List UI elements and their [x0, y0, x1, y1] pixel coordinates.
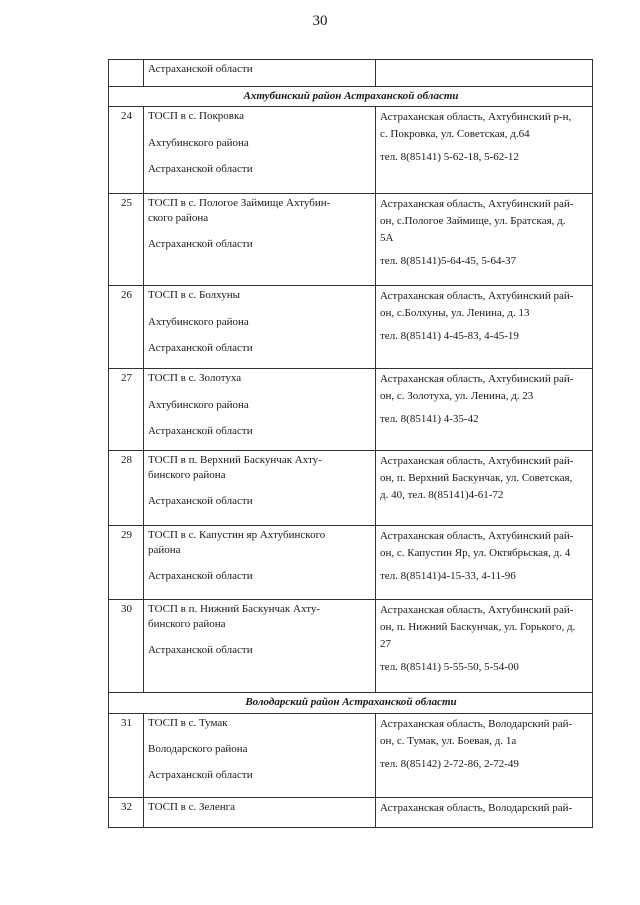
office-name-cell — [144, 369, 376, 451]
address-line: Астраханская область, Володарский рай- — [380, 801, 573, 814]
row-number: 24 — [109, 107, 144, 194]
address-line: Астраханская область, Ахтубинский рай- — [380, 455, 574, 468]
phone-line: тел. 8(85141) 5-55-50, 5-54-00 — [380, 661, 519, 674]
office-name-cell — [144, 526, 376, 600]
office-address-cell — [376, 369, 593, 451]
phone-line: тел. 8(85141)5-64-45, 5-64-37 — [380, 255, 517, 268]
office-name-cell — [144, 107, 376, 194]
office-name-cell — [144, 600, 376, 693]
section-header-row — [109, 693, 593, 713]
section-header-row — [109, 87, 593, 107]
address-line: Астраханская область, Ахтубинский рай- — [380, 373, 574, 386]
office-name-line: ТОСП в п. Верхний Баскунчак Ахту- — [148, 454, 322, 467]
office-name-line: бинского района — [148, 468, 226, 481]
section-title-volodarsky: Володарский район Астраханской области — [109, 693, 593, 713]
office-name-line: Астраханской области — [148, 63, 253, 75]
table-row — [109, 194, 593, 286]
office-address-cell — [376, 286, 593, 369]
office-name-cell — [144, 286, 376, 369]
table-row — [109, 369, 593, 451]
row-number: 27 — [109, 369, 144, 451]
phone-line: тел. 8(85141)4-15-33, 4-11-96 — [380, 570, 516, 583]
row-number: 28 — [109, 451, 144, 526]
office-name-line: ТОСП в с. Покровка — [148, 110, 245, 123]
address-line: Астраханская область, Ахтубинский рай- — [380, 530, 574, 543]
table-row-continuation — [109, 60, 593, 87]
office-address-cell — [376, 713, 593, 797]
office-name-cell — [144, 713, 376, 797]
office-name-line: Астраханской области — [148, 341, 253, 354]
phone-line: тел. 8(85141) 4-45-83, 4-45-19 — [380, 330, 519, 343]
address-line: Астраханская область, Ахтубинский р-н, — [380, 111, 572, 124]
address-line: Астраханская область, Володарский рай- — [380, 717, 573, 730]
office-name-line: ТОСП в с. Болхуны — [148, 289, 241, 302]
address-line: Астраханская область, Ахтубинский рай- — [380, 604, 574, 617]
row-number: 26 — [109, 286, 144, 369]
address-line: он, с. Капустин Яр, ул. Октябрьская, д. 4 — [380, 547, 571, 560]
table-row — [109, 797, 593, 827]
office-address-cell — [376, 194, 593, 286]
address-line: Астраханская область, Ахтубинский рай- — [380, 290, 574, 303]
office-name-line: района — [148, 543, 181, 556]
office-name-line: ТОСП в с. Пологое Займище Ахтубин- — [148, 197, 331, 210]
phone-line: тел. 8(85141) 4-35-42 — [380, 413, 479, 426]
address-line: он, с.Пологое Займище, ул. Братская, д. — [380, 215, 566, 228]
office-name-line: ТОСП в п. Нижний Баскунчак Ахту- — [148, 603, 321, 616]
office-name-line: Астраханской области — [148, 424, 253, 437]
office-name-line: ского района — [148, 211, 209, 224]
table-row — [109, 713, 593, 797]
table-row — [109, 286, 593, 369]
office-address-cell — [376, 451, 593, 526]
office-address-cell — [376, 600, 593, 693]
office-name-line: ТОСП в с. Золотуха — [148, 372, 242, 385]
office-name-line: Ахтубинского района — [148, 315, 249, 328]
address-line: 27 — [380, 638, 391, 651]
row-number: 32 — [109, 797, 144, 827]
address-line: 5А — [380, 232, 394, 245]
table-row — [109, 526, 593, 600]
address-line: он, с. Золотуха, ул. Ленина, д. 23 — [380, 390, 534, 403]
office-name-line: ТОСП в с. Капустин яр Ахтубинского — [148, 529, 326, 542]
office-registry-table — [108, 59, 593, 828]
address-line: он, с. Тумак, ул. Боевая, д. 1а — [380, 734, 517, 747]
office-name-line: Астраханской области — [148, 569, 253, 582]
office-name-line: Астраханской области — [148, 494, 253, 507]
office-name-line: ТОСП в с. Тумак — [148, 716, 228, 729]
row-number: 30 — [109, 600, 144, 693]
office-address-cell — [376, 107, 593, 194]
address-line: д. 40, тел. 8(85141)4-61-72 — [380, 489, 504, 502]
office-name-line: Астраханской области — [148, 162, 253, 175]
office-name-line: ТОСП в с. Зеленга — [148, 800, 236, 813]
table-row — [109, 600, 593, 693]
phone-line: тел. 8(85141) 5-62-18, 5-62-12 — [380, 151, 519, 164]
office-name-cell — [144, 797, 376, 827]
office-name-line: Астраханской области — [148, 769, 253, 782]
address-line: Астраханская область, Ахтубинский рай- — [380, 198, 574, 211]
office-name-line: Ахтубинского района — [148, 136, 249, 149]
row-number: 29 — [109, 526, 144, 600]
office-address-cell — [376, 60, 593, 87]
office-address-cell — [376, 797, 593, 827]
office-name-line: Володарского района — [148, 742, 248, 755]
address-line: он, с.Болхуны, ул. Ленина, д. 13 — [380, 307, 530, 320]
address-line: он, п. Верхний Баскунчак, ул. Советская, — [380, 472, 573, 485]
address-line: с. Покровка, ул. Советская, д.64 — [380, 128, 530, 141]
office-name-cell — [144, 451, 376, 526]
office-name-line: бинского района — [148, 617, 226, 630]
row-number: 31 — [109, 713, 144, 797]
office-address-cell — [376, 526, 593, 600]
page-number: 30 — [312, 13, 328, 29]
office-name-line: Астраханской области — [148, 237, 253, 250]
section-title-akhtubinsky: Ахтубинский район Астраханской области — [109, 87, 593, 107]
address-line: он, п. Нижний Баскунчак, ул. Горького, д. — [380, 621, 576, 634]
office-name-cell — [144, 60, 376, 87]
office-name-line: Ахтубинского района — [148, 398, 249, 411]
office-name-cell — [144, 194, 376, 286]
office-name-line: Астраханской области — [148, 643, 253, 656]
row-number-cell — [109, 60, 144, 87]
phone-line: тел. 8(85142) 2-72-86, 2-72-49 — [380, 757, 519, 770]
table-row — [109, 451, 593, 526]
row-number: 25 — [109, 194, 144, 286]
table-row — [109, 107, 593, 194]
